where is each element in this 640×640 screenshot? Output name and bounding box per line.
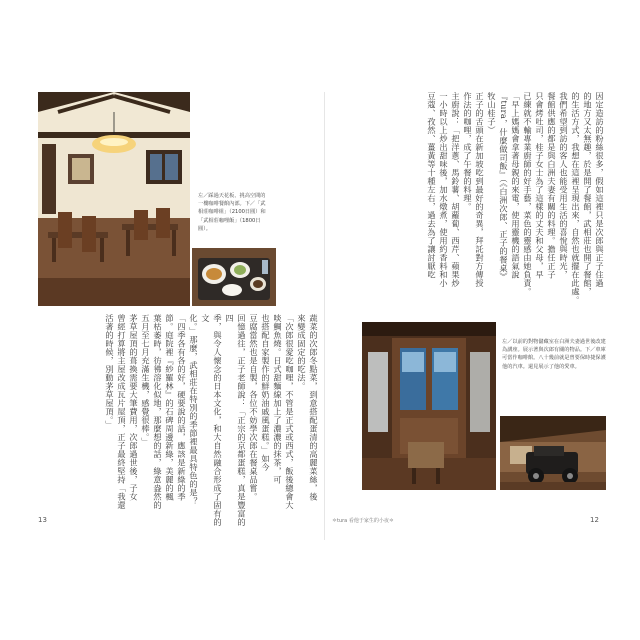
text-column: 節。庭院裡『紗羅林』的石碑周邊新綠，美麗的楓 bbox=[165, 314, 175, 501]
right-body-text bbox=[386, 92, 606, 316]
display-room-photo bbox=[362, 322, 496, 490]
text-column: 「四季各有各的好，硬要說的話，應該是新綠的季 bbox=[177, 314, 187, 501]
left-page-number: 13 bbox=[38, 516, 47, 524]
text-column: 曾經打算將主屋改成瓦片屋頂，正子最終堅持「我還 bbox=[117, 314, 127, 510]
right-page-number: 12 bbox=[590, 516, 599, 524]
text-column: 的生活方式，我想在這裡呈現出來，自然也就擺在此處。 bbox=[571, 92, 581, 305]
text-column: 因定造訪的粉絲很多，假如這裡只是次郎與正子住過 bbox=[595, 92, 605, 288]
text-column: 蔬菜的次郎冬點菜，到意搭配蛋清的高麗菜絲，後 bbox=[309, 314, 319, 501]
left-body-text bbox=[44, 314, 320, 532]
right-page-footer: ＊tura 看他于家生的小夜＊ bbox=[332, 518, 394, 524]
text-column: 豆腐當然也是自製，各位不妨學次郎在餐桌品嘗。 bbox=[249, 314, 259, 501]
text-column: 回憶過往，正子老師說：「正宗的京都蛋糕，真是豐富的四 bbox=[225, 314, 247, 527]
right-page bbox=[328, 92, 606, 540]
cafe-interior-photo bbox=[38, 92, 190, 306]
book-spread bbox=[38, 92, 606, 540]
left-page bbox=[38, 92, 320, 540]
text-column: 正子的舌頭在新加坡吃到最好的奇異，拜託對方傳授 bbox=[475, 92, 485, 288]
right-photo-caption: 左／以前的對物儲藏室在白洲夫妻過世後改建為講座。展示著與次郎有關的物品。下／車庫可當作咖啡館。八十幾前就是曾要保時捷保護他的汽車。還見展示了他的愛車。 bbox=[502, 339, 606, 370]
text-column: 化。」那麼，武相莊在特別的季節裡最具特色的是？ bbox=[189, 314, 199, 506]
text-column: 已練就不輸專業廚師的好手藝，菜色的靈感由她負責。 bbox=[523, 92, 533, 296]
text-column: 一小時以上炒出甜味後，加水燉煮，使用約香料和小 bbox=[439, 92, 449, 288]
curry-set-photo bbox=[192, 248, 276, 306]
text-column: 「次郎很愛吃咖哩，不管是正式或西式，飯後總會大 bbox=[285, 314, 295, 510]
text-column: 只會烤吐司，桂子女士為了這樣的丈夫和父母，早 bbox=[535, 92, 545, 279]
text-column: 季，與令人懷念的日本文化，和大自然融合形成了固有的文 bbox=[201, 314, 223, 527]
text-column: 葉枯萎時，彷彿溶化似地，那麼想的話，綠意盎然的 bbox=[153, 314, 163, 510]
text-column: 活著的時候，別動茅草屋頂。」 bbox=[105, 314, 115, 429]
gutter bbox=[324, 92, 325, 540]
text-column: 「早上媽媽會拿著母親的來電，使用靈機的語氣說 bbox=[511, 92, 521, 279]
text-column: 五月至七月充滿生機，感覺很棒。」 bbox=[141, 314, 151, 446]
text-column: 豆蔻、孜然、薑黃等十種左右，過去為了讓討厭吃 bbox=[427, 92, 437, 279]
text-column: 我們希望到訪的客人也能受用生活的喜悅與時光， bbox=[559, 92, 569, 279]
text-column: 來變成固定的吃法。 bbox=[297, 314, 307, 391]
text-column: 也搭配自家製作的鮮奶油戚風蛋糕。」如今 bbox=[261, 314, 271, 472]
left-photo-caption: 左／踩過天花板、挑高空間的一樓咖啡餐館內部。下／「武相莊咖啡組」（2100日圓）和「武相莊咖哩飯」（1800日圓）。 bbox=[198, 193, 266, 232]
garage-car-photo bbox=[500, 416, 606, 490]
text-column: 主廚說：「把洋蔥、馬鈴薯、胡蘿蔔、西芹、蘋果炒 bbox=[451, 92, 461, 288]
text-column: 餐館供應的都是與白洲夫妻有關的料理。擔任正子 bbox=[547, 92, 557, 279]
text-column: 『tura，什麼做司飯』（《白洲次郎、正子的餐桌》 bbox=[499, 92, 509, 281]
text-column: 作法的咖哩，成了午餐的料理。 bbox=[463, 92, 473, 211]
text-column: 的地方又太無趣，於是開了餐館，武相莊也開了餐館， bbox=[583, 92, 593, 296]
text-column: 茅草屋頂的葺換需要大筆費用，次郎過世後，子女 bbox=[129, 314, 139, 501]
text-column: 啖鯛魚燒。日式甜麵線加上了濃濃的抹茶，可 bbox=[273, 314, 283, 484]
text-column: 牧山桂子） bbox=[487, 92, 497, 135]
